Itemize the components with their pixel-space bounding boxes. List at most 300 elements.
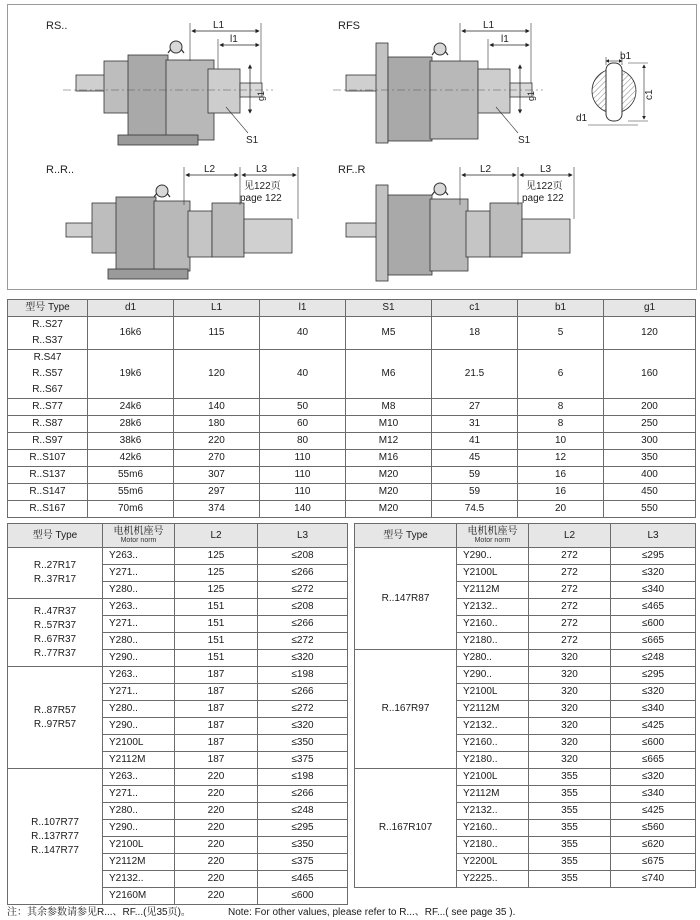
motor-L3-cell: ≤665 <box>611 633 696 650</box>
motor-L2-cell: 125 <box>175 565 258 582</box>
spec-type-name: R..S27 <box>32 319 63 330</box>
spec-value-cell: 10 <box>518 433 604 450</box>
spec-value-cell: 40 <box>260 317 346 350</box>
motor-L2-cell: 272 <box>529 548 611 565</box>
motor-header-type: 型号 Type <box>8 524 103 548</box>
motor-L3-cell: ≤320 <box>611 684 696 701</box>
motor-L3-cell: ≤340 <box>611 786 696 803</box>
spec-value-cell: 8 <box>518 416 604 433</box>
motor-norm-cell: Y271.. <box>103 616 175 633</box>
motor-row <box>8 769 348 786</box>
motor-L3-cell: ≤320 <box>611 769 696 786</box>
motor-norm-cell: Y280.. <box>103 701 175 718</box>
motor-L2-cell: 151 <box>175 633 258 650</box>
motor-type-name: R..27R17 <box>33 560 77 571</box>
motor-header-norm-en: Motor norm <box>474 537 511 544</box>
motor-type-name: R..97R57 <box>33 718 77 730</box>
motor-L3-cell: ≤320 <box>258 650 348 667</box>
spec-value-cell: 180 <box>174 416 260 433</box>
motor-L3-cell: ≤295 <box>611 667 696 684</box>
motor-L2-cell: 220 <box>175 854 258 871</box>
rfs-S1-label: S1 <box>518 135 531 146</box>
spec-row <box>8 484 696 501</box>
rfs-l1-label: l1 <box>501 34 509 45</box>
motor-table-left <box>7 523 348 905</box>
motor-L2-cell: 125 <box>175 582 258 599</box>
motor-L3-cell: ≤198 <box>258 667 348 684</box>
spec-value-cell: 40 <box>260 350 346 399</box>
motor-type-name: R..167R107 <box>378 822 433 833</box>
spec-type-name: R..S37 <box>32 335 63 346</box>
spec-type-name: R..S67 <box>32 384 63 395</box>
motor-L2-cell: 320 <box>529 684 611 701</box>
spec-value-cell: 59 <box>432 484 518 501</box>
rs-l1-label: l1 <box>230 34 238 45</box>
rr-L3-label: L3 <box>256 164 268 175</box>
motor-header-norm <box>103 524 175 548</box>
motor-norm-cell: Y263.. <box>103 667 175 684</box>
spec-value-cell: 5 <box>518 317 604 350</box>
spec-value-cell: 55m6 <box>88 484 174 501</box>
spec-row <box>8 416 696 433</box>
spec-value-cell: 31 <box>432 416 518 433</box>
motor-L3-cell: ≤248 <box>611 650 696 667</box>
spec-type-cell <box>8 450 88 467</box>
motor-norm-cell: Y280.. <box>103 633 175 650</box>
drawing-rs <box>46 20 273 146</box>
motor-norm-cell: Y2160M <box>103 888 175 905</box>
drawing-keyway <box>576 51 655 125</box>
spec-value-cell: 200 <box>604 399 696 416</box>
motor-L2-cell: 272 <box>529 565 611 582</box>
drawing-rr-title: R..R.. <box>46 164 75 176</box>
spec-value-cell: 300 <box>604 433 696 450</box>
spec-value-cell: 74.5 <box>432 501 518 518</box>
motor-L3-cell: ≤375 <box>258 752 348 769</box>
spec-value-cell: 18 <box>432 317 518 350</box>
spec-header-cell: l1 <box>260 300 346 317</box>
rfr-L2-label: L2 <box>480 164 492 175</box>
spec-value-cell: 220 <box>174 433 260 450</box>
rs-g1-label: g1 <box>256 90 266 101</box>
motor-L3-cell: ≤272 <box>258 701 348 718</box>
spec-value-cell: 42k6 <box>88 450 174 467</box>
motor-L2-cell: 220 <box>175 820 258 837</box>
motor-type-name: R..67R37 <box>33 633 77 645</box>
motor-row <box>8 667 348 684</box>
motor-norm-cell: Y2100L <box>457 565 529 582</box>
drawing-rr <box>46 164 298 279</box>
motor-norm-cell: Y280.. <box>103 582 175 599</box>
motor-L2-cell: 151 <box>175 599 258 616</box>
motor-norm-cell: Y2225.. <box>457 871 529 888</box>
spec-row <box>8 501 696 518</box>
motor-L3-cell: ≤266 <box>258 786 348 803</box>
motor-norm-cell: Y290.. <box>457 667 529 684</box>
motor-L2-cell: 125 <box>175 548 258 565</box>
motor-norm-cell: Y2100L <box>457 769 529 786</box>
spec-table <box>7 299 696 518</box>
motor-norm-cell: Y2112M <box>103 752 175 769</box>
spec-row <box>8 450 696 467</box>
motor-L3-cell: ≤665 <box>611 752 696 769</box>
motor-type-name: R..147R77 <box>31 844 79 856</box>
motor-L2-cell: 272 <box>529 582 611 599</box>
motor-L3-cell: ≤266 <box>258 684 348 701</box>
spec-value-cell: 12 <box>518 450 604 467</box>
spec-type-name: R..S147 <box>29 486 66 497</box>
keyway-c1-label: c1 <box>644 89 655 100</box>
motor-header-norm-cn: 电机机座号 <box>467 526 518 537</box>
motor-norm-cell: Y263.. <box>103 599 175 616</box>
drawing-rfr-title: RF..R <box>338 164 366 176</box>
motor-L3-cell: ≤740 <box>611 871 696 888</box>
spec-value-cell: 140 <box>260 501 346 518</box>
motor-L2-cell: 320 <box>529 667 611 684</box>
motor-L3-cell: ≤465 <box>258 871 348 888</box>
motor-L2-cell: 187 <box>175 752 258 769</box>
motor-norm-cell: Y2132.. <box>457 718 529 735</box>
motor-L2-cell: 355 <box>529 854 611 871</box>
motor-L3-cell: ≤272 <box>258 582 348 599</box>
motor-row <box>355 769 696 786</box>
spec-row <box>8 399 696 416</box>
motor-L2-cell: 355 <box>529 769 611 786</box>
spec-row <box>8 433 696 450</box>
motor-norm-cell: Y263.. <box>103 548 175 565</box>
motor-L3-cell: ≤620 <box>611 837 696 854</box>
spec-value-cell: 38k6 <box>88 433 174 450</box>
spec-type-name: R..S167 <box>29 503 66 514</box>
motor-L3-cell: ≤675 <box>611 854 696 871</box>
spec-type-cell <box>8 484 88 501</box>
motor-table-right <box>354 523 696 888</box>
spec-value-cell: 70m6 <box>88 501 174 518</box>
motor-L3-cell: ≤350 <box>258 735 348 752</box>
motor-L2-cell: 187 <box>175 718 258 735</box>
drawing-rfr <box>338 164 574 281</box>
motor-norm-cell: Y290.. <box>103 820 175 837</box>
motor-L3-cell: ≤350 <box>258 837 348 854</box>
motor-type-name: R..77R37 <box>33 647 77 659</box>
spec-row <box>8 350 696 399</box>
spec-value-cell: 28k6 <box>88 416 174 433</box>
motor-norm-cell: Y2112M <box>457 582 529 599</box>
rr-ref-en: page 122 <box>240 193 282 204</box>
motor-table-right-header <box>355 524 696 548</box>
motor-L2-cell: 272 <box>529 616 611 633</box>
motor-L3-cell: ≤198 <box>258 769 348 786</box>
spec-value-cell: 297 <box>174 484 260 501</box>
motor-L2-cell: 187 <box>175 735 258 752</box>
motor-L2-cell: 220 <box>175 888 258 905</box>
motor-norm-cell: Y2180.. <box>457 837 529 854</box>
spec-header-cell: d1 <box>88 300 174 317</box>
motor-norm-cell: Y271.. <box>103 565 175 582</box>
motor-L3-cell: ≤340 <box>611 701 696 718</box>
keyway-d1-label: d1 <box>576 113 588 124</box>
spec-type-cell <box>8 317 88 350</box>
spec-type-name: R..S137 <box>29 469 66 480</box>
motor-header-norm-cn: 电机机座号 <box>113 526 164 537</box>
motor-L2-cell: 187 <box>175 684 258 701</box>
motor-norm-cell: Y2200L <box>457 854 529 871</box>
motor-L2-cell: 187 <box>175 701 258 718</box>
spec-value-cell: 45 <box>432 450 518 467</box>
motor-type-cell <box>355 548 457 650</box>
motor-header-L3: L3 <box>611 524 696 548</box>
spec-value-cell: 450 <box>604 484 696 501</box>
motor-L2-cell: 220 <box>175 837 258 854</box>
motor-L2-cell: 187 <box>175 667 258 684</box>
spec-type-name: R.S47 <box>33 352 62 363</box>
motor-type-name: R..87R57 <box>33 704 77 716</box>
spec-value-cell: 120 <box>604 317 696 350</box>
motor-L3-cell: ≤320 <box>258 718 348 735</box>
drawing-rfs-title: RFS <box>338 20 360 32</box>
drawing-rfs <box>333 20 543 146</box>
spec-header-cell: b1 <box>518 300 604 317</box>
spec-header-cell: c1 <box>432 300 518 317</box>
motor-norm-cell: Y2112M <box>457 701 529 718</box>
motor-header-type: 型号 Type <box>355 524 457 548</box>
motor-table-right-body <box>355 548 696 888</box>
motor-type-cell <box>8 667 103 769</box>
spec-value-cell: M8 <box>346 399 432 416</box>
motor-L3-cell: ≤425 <box>611 718 696 735</box>
motor-type-name: R..37R17 <box>33 574 77 585</box>
motor-norm-cell: Y2100L <box>103 837 175 854</box>
spec-value-cell: 16 <box>518 484 604 501</box>
note-english: Note: For other values, please refer to R...、RF...( see page 35 ). <box>228 907 516 918</box>
motor-row <box>355 548 696 565</box>
rr-L2-label: L2 <box>204 164 216 175</box>
motor-type-name: R..47R37 <box>33 605 77 617</box>
spec-value-cell: M16 <box>346 450 432 467</box>
motor-header-norm <box>457 524 529 548</box>
motor-L3-cell: ≤320 <box>611 565 696 582</box>
motor-type-cell <box>8 548 103 599</box>
spec-value-cell: 120 <box>174 350 260 399</box>
motor-L2-cell: 320 <box>529 718 611 735</box>
motor-header-L2: L2 <box>175 524 258 548</box>
spec-table-body <box>8 317 696 518</box>
drawing-panel <box>7 4 697 290</box>
motor-L3-cell: ≤266 <box>258 565 348 582</box>
motor-type-name: R..167R97 <box>381 703 430 714</box>
spec-type-name: R..S57 <box>32 368 63 379</box>
spec-value-cell: 550 <box>604 501 696 518</box>
spec-value-cell: 140 <box>174 399 260 416</box>
motor-L2-cell: 355 <box>529 837 611 854</box>
rs-S1-label: S1 <box>246 135 259 146</box>
motor-norm-cell: Y290.. <box>103 650 175 667</box>
motor-L2-cell: 320 <box>529 650 611 667</box>
keyway-b1-label: b1 <box>620 51 632 62</box>
spec-value-cell: 110 <box>260 450 346 467</box>
spec-value-cell: 374 <box>174 501 260 518</box>
motor-norm-cell: Y2160.. <box>457 820 529 837</box>
motor-norm-cell: Y271.. <box>103 786 175 803</box>
spec-type-name: R..S77 <box>32 401 63 412</box>
spec-row <box>8 467 696 484</box>
spec-value-cell: 8 <box>518 399 604 416</box>
rfs-L1-label: L1 <box>483 20 495 31</box>
motor-L3-cell: ≤208 <box>258 548 348 565</box>
spec-value-cell: 60 <box>260 416 346 433</box>
spec-value-cell: 6 <box>518 350 604 399</box>
motor-L3-cell: ≤425 <box>611 803 696 820</box>
rr-ref-cn: 见122页 <box>244 181 281 192</box>
spec-value-cell: M12 <box>346 433 432 450</box>
motor-norm-cell: Y2132.. <box>103 871 175 888</box>
motor-L2-cell: 272 <box>529 599 611 616</box>
spec-type-cell <box>8 350 88 399</box>
spec-value-cell: 110 <box>260 467 346 484</box>
motor-row <box>8 599 348 616</box>
spec-type-name: R..S97 <box>32 435 63 446</box>
spec-value-cell: 50 <box>260 399 346 416</box>
spec-type-cell <box>8 433 88 450</box>
motor-header-norm-en: Motor norm <box>120 537 157 544</box>
motor-L3-cell: ≤295 <box>258 820 348 837</box>
motor-norm-cell: Y2180.. <box>457 752 529 769</box>
motor-norm-cell: Y280.. <box>457 650 529 667</box>
spec-value-cell: 41 <box>432 433 518 450</box>
rfr-ref-cn: 见122页 <box>526 181 563 192</box>
spec-type-cell <box>8 416 88 433</box>
motor-L3-cell: ≤340 <box>611 582 696 599</box>
motor-type-cell <box>355 769 457 888</box>
spec-value-cell: 55m6 <box>88 467 174 484</box>
spec-value-cell: 250 <box>604 416 696 433</box>
spec-value-cell: 20 <box>518 501 604 518</box>
spec-value-cell: 270 <box>174 450 260 467</box>
technical-drawings <box>8 5 696 289</box>
motor-norm-cell: Y2100L <box>103 735 175 752</box>
motor-L3-cell: ≤600 <box>258 888 348 905</box>
motor-norm-cell: Y2160.. <box>457 735 529 752</box>
motor-L3-cell: ≤248 <box>258 803 348 820</box>
motor-header-L2: L2 <box>529 524 611 548</box>
motor-L3-cell: ≤295 <box>611 548 696 565</box>
motor-L3-cell: ≤266 <box>258 616 348 633</box>
spec-value-cell: 24k6 <box>88 399 174 416</box>
spec-value-cell: M5 <box>346 317 432 350</box>
spec-value-cell: 16 <box>518 467 604 484</box>
motor-type-name: R..147R87 <box>381 592 430 604</box>
motor-L2-cell: 220 <box>175 769 258 786</box>
motor-L3-cell: ≤600 <box>611 616 696 633</box>
spec-header-cell: g1 <box>604 300 696 317</box>
motor-type-cell <box>8 599 103 667</box>
motor-norm-cell: Y2100L <box>457 684 529 701</box>
spec-value-cell: 110 <box>260 484 346 501</box>
spec-value-cell: 27 <box>432 399 518 416</box>
spec-type-cell <box>8 399 88 416</box>
spec-value-cell: 350 <box>604 450 696 467</box>
motor-L2-cell: 151 <box>175 616 258 633</box>
spec-value-cell: M20 <box>346 501 432 518</box>
motor-norm-cell: Y280.. <box>103 803 175 820</box>
motor-L3-cell: ≤208 <box>258 599 348 616</box>
spec-value-cell: 307 <box>174 467 260 484</box>
motor-L2-cell: 355 <box>529 803 611 820</box>
spec-value-cell: M20 <box>346 467 432 484</box>
motor-header-L3: L3 <box>258 524 348 548</box>
spec-value-cell: 19k6 <box>88 350 174 399</box>
motor-table-left-header <box>8 524 348 548</box>
spec-type-name: R..S87 <box>32 418 63 429</box>
spec-value-cell: M20 <box>346 484 432 501</box>
drawing-rs-title: RS.. <box>46 20 68 32</box>
rfr-ref-en: page 122 <box>522 193 564 204</box>
motor-L2-cell: 355 <box>529 871 611 888</box>
spec-value-cell: 59 <box>432 467 518 484</box>
spec-type-name: R..S107 <box>29 452 66 463</box>
motor-norm-cell: Y2132.. <box>457 599 529 616</box>
motor-L2-cell: 220 <box>175 871 258 888</box>
spec-header-cell: 型号 Type <box>8 300 88 317</box>
motor-L3-cell: ≤600 <box>611 735 696 752</box>
motor-type-cell <box>8 769 103 905</box>
spec-row <box>8 317 696 350</box>
spec-value-cell: 400 <box>604 467 696 484</box>
motor-L2-cell: 320 <box>529 735 611 752</box>
spec-header-cell: S1 <box>346 300 432 317</box>
spec-value-cell: 115 <box>174 317 260 350</box>
motor-L2-cell: 320 <box>529 752 611 769</box>
spec-value-cell: 21.5 <box>432 350 518 399</box>
spec-type-cell <box>8 467 88 484</box>
motor-L3-cell: ≤375 <box>258 854 348 871</box>
motor-norm-cell: Y290.. <box>457 548 529 565</box>
spec-value-cell: 16k6 <box>88 317 174 350</box>
motor-L2-cell: 272 <box>529 633 611 650</box>
spec-value-cell: 160 <box>604 350 696 399</box>
motor-L2-cell: 151 <box>175 650 258 667</box>
motor-type-name: R..57R37 <box>33 619 77 631</box>
motor-norm-cell: Y2112M <box>103 854 175 871</box>
motor-table-left-body <box>8 548 348 905</box>
motor-L3-cell: ≤560 <box>611 820 696 837</box>
motor-row <box>8 548 348 565</box>
motor-norm-cell: Y2112M <box>457 786 529 803</box>
spec-header-cell: L1 <box>174 300 260 317</box>
motor-type-name: R..137R77 <box>31 830 79 842</box>
motor-type-name: R..107R77 <box>31 816 79 828</box>
spec-header-row <box>8 300 696 317</box>
motor-norm-cell: Y290.. <box>103 718 175 735</box>
spec-value-cell: 80 <box>260 433 346 450</box>
spec-table-header <box>8 300 696 317</box>
motor-L2-cell: 320 <box>529 701 611 718</box>
motor-type-cell <box>355 650 457 769</box>
motor-L3-cell: ≤465 <box>611 599 696 616</box>
motor-L2-cell: 220 <box>175 803 258 820</box>
motor-norm-cell: Y271.. <box>103 684 175 701</box>
motor-L2-cell: 355 <box>529 786 611 803</box>
rs-L1-label: L1 <box>213 20 225 31</box>
spec-value-cell: M10 <box>346 416 432 433</box>
motor-norm-cell: Y2160.. <box>457 616 529 633</box>
motor-norm-cell: Y2180.. <box>457 633 529 650</box>
rfs-g1-label: g1 <box>526 90 536 101</box>
motor-L3-cell: ≤272 <box>258 633 348 650</box>
motor-row <box>355 650 696 667</box>
note-chinese: 注：其余参数请参见R...、RF...(见35页)。 <box>7 907 191 918</box>
spec-value-cell: M6 <box>346 350 432 399</box>
